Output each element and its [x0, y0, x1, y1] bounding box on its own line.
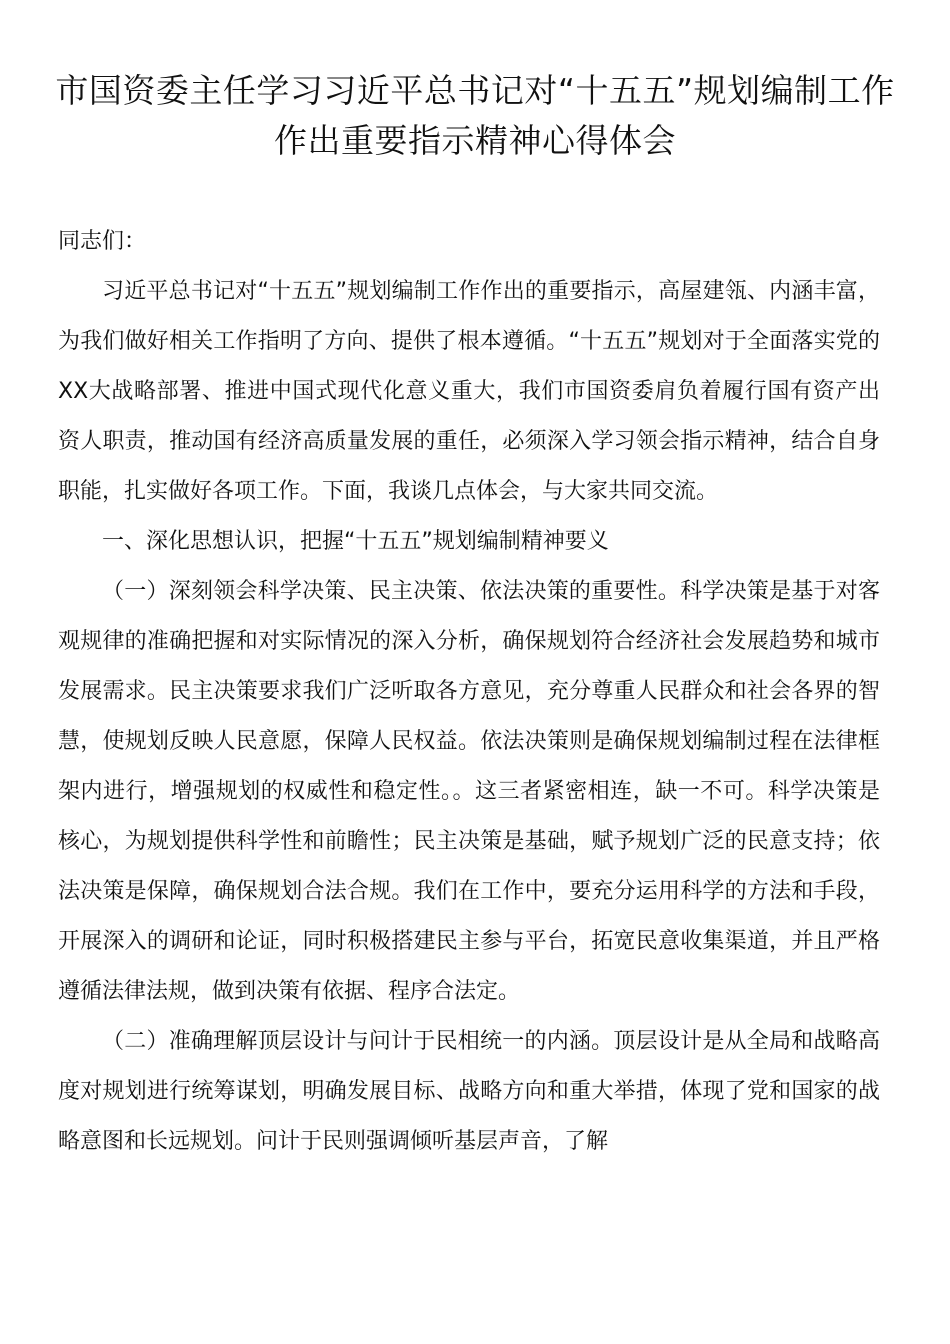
- greeting: 同志们：: [58, 229, 147, 254]
- document-body: [58, 217, 880, 1167]
- paragraph-1-2: （二）准确理解顶层设计与问计于民相统一的内涵。顶层设计是从全局和战略高度对规划进行统筹谋划，明确发展目标、战略方向和重大举措，体现了党和国家的战略意图和长远规划。问计于民则强调倾听基层声音，了解: [58, 1029, 880, 1154]
- paragraph-1-1: （一）深刻领会科学决策、民主决策、依法决策的重要性。科学决策是基于对客观规律的准确把握和对实际情况的深入分析，确保规划符合经济社会发展趋势和城市发展需求。民主决策要求我们广泛听取各方意见，充分尊重人民群众和社会各界的智慧，使规划反映人民意愿，保障人民权益。依法决策则是确保规划编制过程在法律框架内进行，增强规划的权威性和稳定性。。这三者紧密相连，缺一不可。科学决策是核心，为规划提供科学性和前瞻性；民主决策是基础，赋予规划广泛的民意支持；依法决策是保障，确保规划合法合规。我们在工作中，要充分运用科学的方法和手段，开展深入的调研和论证，同时积极搭建民主参与平台，拓宽民意收集渠道，并且严格遵循法律法规，做到决策有依据、程序合法定。: [58, 579, 880, 1004]
- document-title: 市国资委主任学习习近平总书记对“十五五”规划编制工作作出重要指示精神心得体会: [55, 71, 895, 160]
- paragraph-intro: 习近平总书记对“十五五”规划编制工作作出的重要指示，高屋建瓴、内涵丰富，为我们做好相关工作指明了方向、提供了根本遵循。“十五五”规划对于全面落实党的XX大战略部署、推进中国式现代化意义重大，我们市国资委肩负着履行国有资产出资人职责，推动国有经济高质量发展的重任，必须深入学习领会指示精神，结合自身职能，扎实做好各项工作。下面，我谈几点体会，与大家共同交流。: [58, 279, 880, 504]
- section-heading-1: 一、深化思想认识，把握“十五五”规划编制精神要义: [102, 529, 609, 554]
